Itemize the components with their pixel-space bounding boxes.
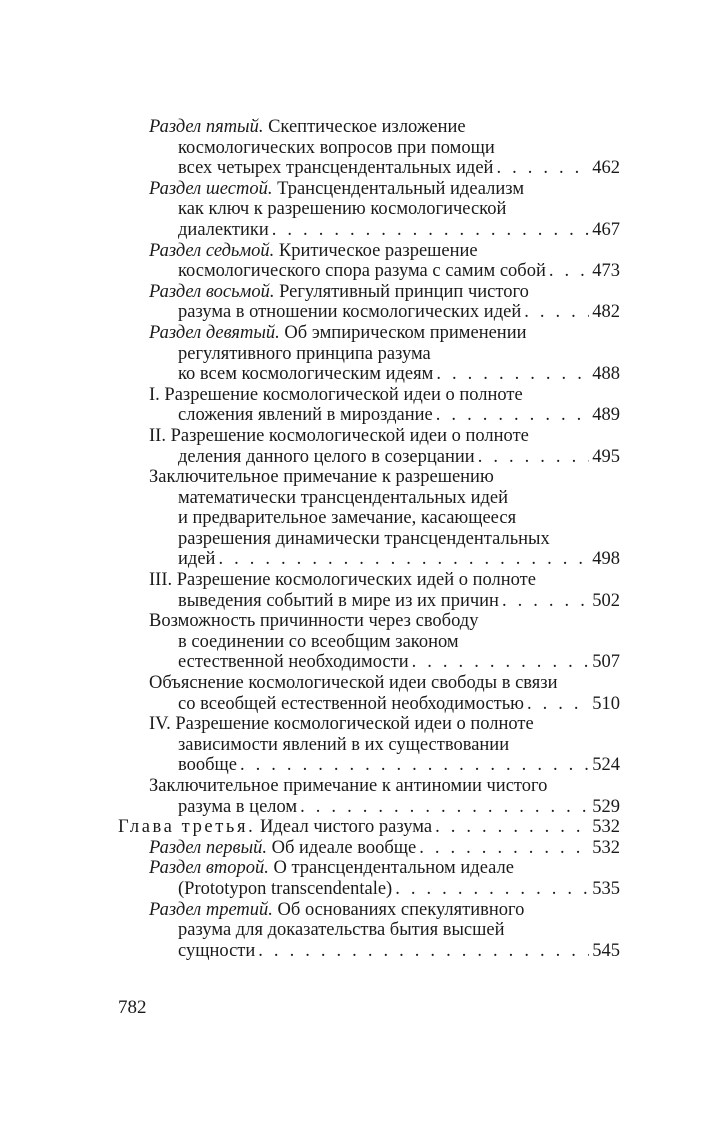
toc-line: со всеобщей естественной необходимостью . . . 510 xyxy=(118,694,620,715)
toc-lead: Раздел третий. xyxy=(149,899,273,920)
toc-line: Объяснение космологической идеи свободы в связи xyxy=(149,673,558,694)
toc-entry xyxy=(118,776,620,817)
toc-line: Раздел первый. Об идеале вообще . . . 532 xyxy=(118,838,620,859)
toc-line: Раздел второй. О трансцендентальном идеале xyxy=(149,858,514,879)
toc-lead: Раздел второй. xyxy=(149,858,269,879)
leader-dots xyxy=(272,220,590,241)
toc-entry xyxy=(118,426,620,467)
toc-line: II. Разрешение космологической идеи о полноте xyxy=(149,425,529,446)
toc-page: 532 xyxy=(592,817,620,838)
toc-page: 524 xyxy=(592,755,620,776)
toc-page: 532 xyxy=(592,837,620,858)
toc-line: как ключ к разрешению космологической xyxy=(178,199,507,220)
toc-line: разума в отношении космологических идей . . . 482 xyxy=(118,302,620,323)
toc-line: выведения событий в мире из их причин . . . 502 xyxy=(118,591,620,612)
toc-line: Раздел пятый. Скептическое изложение xyxy=(149,117,466,137)
toc-entry xyxy=(118,673,620,714)
leader-dots xyxy=(436,405,589,426)
toc-line: Раздел шестой. Трансцендентальный идеализм xyxy=(149,178,525,199)
toc-entry xyxy=(118,611,620,673)
toc-entry xyxy=(118,117,620,179)
leader-dots xyxy=(412,652,590,673)
toc-line: диалектики . . . 467 xyxy=(118,220,620,241)
leader-dots xyxy=(496,158,589,179)
toc-page: 495 xyxy=(592,446,620,467)
toc-page: 510 xyxy=(592,693,620,714)
leader-dots xyxy=(478,447,590,468)
leader-dots xyxy=(300,797,589,818)
toc-line: разума для доказательства бытия высшей xyxy=(178,920,505,941)
toc-lead: Раздел девятый. xyxy=(149,322,280,343)
toc-entry xyxy=(118,385,620,426)
toc-page: 498 xyxy=(592,549,620,570)
toc-entry xyxy=(118,858,620,899)
toc-line: Раздел девятый. Об эмпирическом применении xyxy=(149,322,527,343)
toc-page: 545 xyxy=(592,940,620,961)
leader-dots xyxy=(258,941,589,962)
toc-line: (Prototypon transcendentale) . . . 535 xyxy=(118,879,620,900)
toc-entry xyxy=(118,241,620,282)
leader-dots xyxy=(524,302,589,323)
toc-line: ко всем космологическим идеям . . . 488 xyxy=(118,364,620,385)
toc-line: сложения явлений в мироздание . . . 489 xyxy=(118,405,620,426)
toc-entry xyxy=(118,179,620,241)
toc-entry xyxy=(118,282,620,323)
toc-line: III. Разрешение космологических идей о полноте xyxy=(149,570,536,591)
toc-page: 467 xyxy=(592,219,620,240)
toc-line: Раздел седьмой. Критическое разрешение xyxy=(149,240,478,261)
toc-line: Возможность причинности через свободу xyxy=(149,611,479,632)
toc-line: всех четырех трансцендентальных идей . . . 462 xyxy=(118,158,620,179)
toc-line: естественной необходимости . . . 507 xyxy=(118,652,620,673)
toc-page: 482 xyxy=(592,302,620,323)
leader-dots xyxy=(395,879,589,900)
leader-dots xyxy=(435,817,589,838)
toc-line: разума в целом . . . 529 xyxy=(118,797,620,818)
toc-entry xyxy=(118,570,620,611)
toc-page: 473 xyxy=(592,261,620,282)
toc-lead: Раздел седьмой. xyxy=(149,240,275,261)
toc-line: Глава третья. Идеал чистого разума . . . 532 xyxy=(118,817,620,838)
leader-dots xyxy=(527,694,589,715)
toc-entry xyxy=(118,467,620,570)
page-number: 782 xyxy=(118,997,147,1018)
toc-page: 462 xyxy=(592,158,620,179)
leader-dots xyxy=(502,591,589,612)
toc-line: Заключительное примечание к антиномии чистого xyxy=(149,776,548,796)
toc-line: Раздел третий. Об основаниях спекулятивного xyxy=(149,899,525,920)
toc-lead: Раздел первый. xyxy=(149,837,267,858)
toc-page: 502 xyxy=(592,590,620,611)
toc-line: зависимости явлений в их существовании xyxy=(178,734,510,755)
toc-page: 507 xyxy=(592,652,620,673)
toc-lead: Раздел пятый. xyxy=(149,117,264,137)
toc-line: космологического спора разума с самим собой . . . 473 xyxy=(118,261,620,282)
toc-line: регулятивного принципа разума xyxy=(178,343,431,364)
toc-line: идей . . . 498 xyxy=(118,549,620,570)
toc-entry xyxy=(118,323,620,385)
toc-line: вообще . . . 524 xyxy=(118,755,620,776)
toc-lead: Раздел восьмой. xyxy=(149,281,275,302)
toc-entry xyxy=(118,714,620,776)
toc-line: космологических вопросов при помощи xyxy=(178,137,495,158)
toc-line: деления данного целого в созерцании . . . 495 xyxy=(118,447,620,468)
toc-line: сущности . . . 545 xyxy=(118,941,620,962)
toc-line: в соединении со всеобщим законом xyxy=(178,631,459,652)
leader-dots xyxy=(549,261,589,282)
toc-entry xyxy=(118,838,620,859)
toc-lead: Глава третья. xyxy=(118,817,256,838)
toc-entry xyxy=(118,900,620,962)
toc-line: разрешения динамически трансцендентальных xyxy=(178,528,550,549)
leader-dots xyxy=(436,364,589,385)
toc-page: 535 xyxy=(592,878,620,899)
toc-line: математически трансцендентальных идей xyxy=(178,487,509,508)
toc-line: Заключительное примечание к разрешению xyxy=(149,467,494,488)
toc-line: IV. Разрешение космологической идеи о полноте xyxy=(149,714,534,735)
toc-lead: Раздел шестой. xyxy=(149,178,273,199)
leader-dots xyxy=(240,755,589,776)
toc-line: I. Разрешение космологической идеи о полноте xyxy=(149,384,523,405)
toc-entry-chapter xyxy=(118,817,620,838)
toc-page: 489 xyxy=(592,405,620,426)
toc-page: 488 xyxy=(592,364,620,385)
toc-line: Раздел восьмой. Регулятивный принцип чистого xyxy=(149,281,529,302)
leader-dots xyxy=(218,549,589,570)
toc-page: 529 xyxy=(592,796,620,817)
leader-dots xyxy=(419,838,589,859)
toc-line: и предварительное замечание, касающееся xyxy=(178,508,517,529)
table-of-contents xyxy=(118,117,620,961)
